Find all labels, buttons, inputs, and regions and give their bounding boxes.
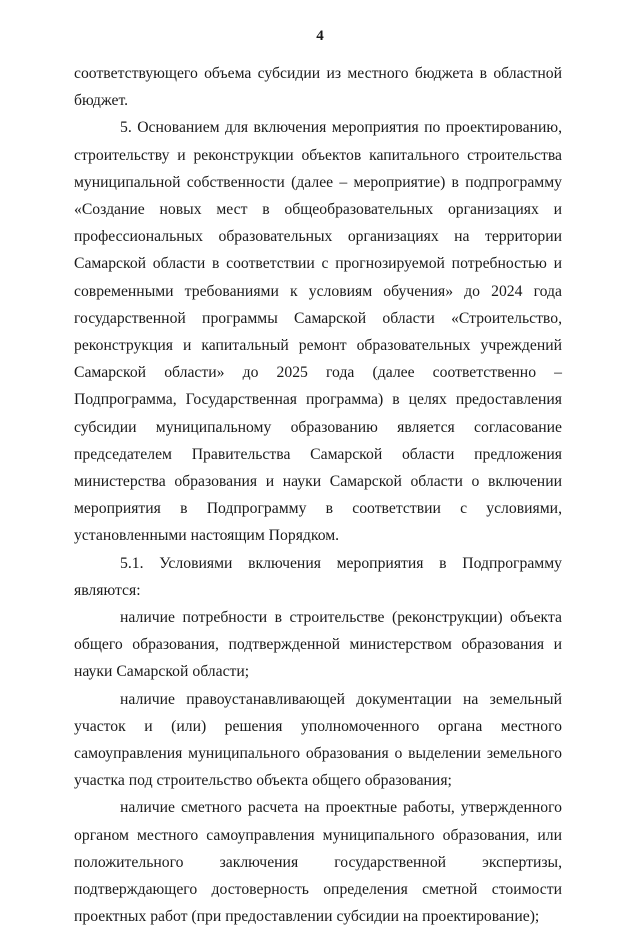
paragraph-condition-land: наличие правоустанавливающей документации на земельный участок и (или) решения уполномоченного органа местного самоуправления муниципального образования о выделении земельного участка под строительство объекта общего образования;: [74, 690, 562, 790]
page-number: 4: [316, 28, 324, 44]
document-body: [74, 60, 562, 931]
paragraph-clause-5-1: 5.1. Условиями включения мероприятия в Подпрограмму являются:: [74, 554, 562, 599]
paragraph-clause-5: 5. Основанием для включения мероприятия по проектированию, строительству и реконструкции объектов капитального строительства муниципальной собственности (далее – мероприятие) в подпрограмму «Создание новых мест в общеобразовательных организациях и профессиональных образовательных организациях на территории Самарской области в соответствии с прогнозируемой потребностью и современными требованиями к условиям обучения» до 2024 года государственной программы Самарской области «Строительство, реконструкция и капитальный ремонт образовательных учреждений Самарской области» до 2025 года (далее соответственно – Подпрограмма, Государственная программа) в целях предоставления субсидии муниципальному образованию является согласование председателем Правительства Самарской области предложения министерства образования и науки Самарской области о включении мероприятия в Подпрограмму в соответствии с условиями, установленными настоящим Порядком.: [74, 119, 562, 545]
paragraph-condition-estimate: наличие сметного расчета на проектные работы, утвержденного органом местного самоуправления муниципального образования, или положительного заключения государственной экспертизы, подтверждающего достоверность определения сметной стоимости проектных работ (при предоставлении субсидии на проектирование);: [74, 799, 562, 926]
paragraph-condition-need: наличие потребности в строительстве (реконструкции) объекта общего образования, подтвержденной министерством образования и науки Самарской области;: [74, 609, 562, 681]
paragraph-continuation: соответствующего объема субсидии из местного бюджета в областной бюджет.: [74, 65, 562, 110]
